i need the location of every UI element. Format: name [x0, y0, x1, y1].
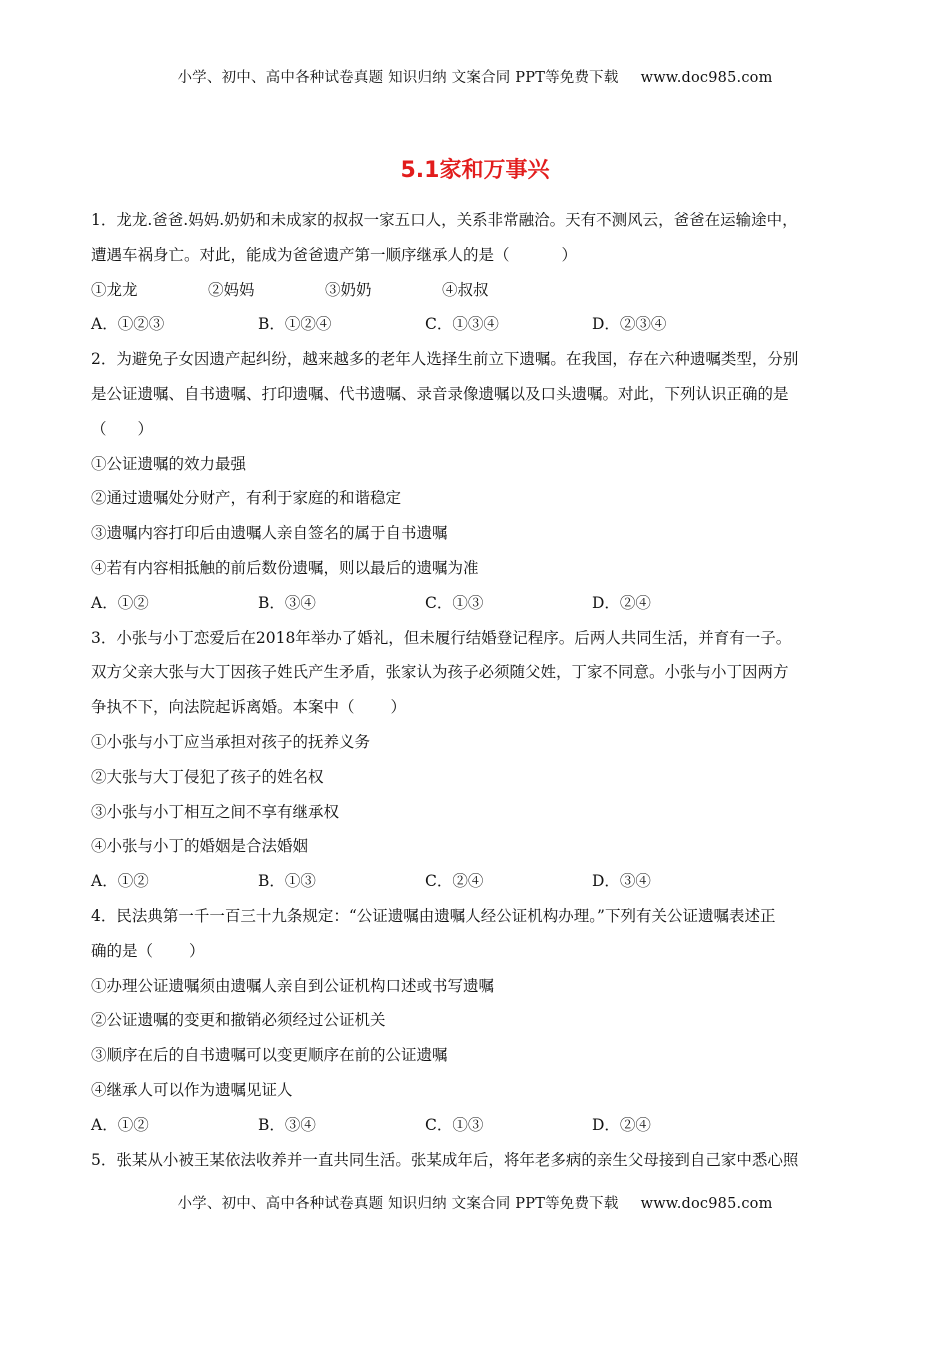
statement-item: ②妈妈 [208, 280, 255, 299]
answer-choices [91, 586, 861, 621]
choice-a: A．①② [91, 1115, 149, 1134]
question-3 [91, 621, 861, 899]
question-stem: 3．小张与小丁恋爱后在2018年举办了婚礼，但未履行结婚登记程序。后两人共同生活，并育有一子。 [91, 628, 792, 647]
statement-item: ②大张与大丁侵犯了孩子的姓名权 [91, 767, 324, 786]
question-stem: 1．龙龙.爸爸.妈妈.奶奶和未成家的叔叔一家五口人，关系非常融洽。天有不测风云，爸爸在运输途中， [91, 211, 798, 229]
statement-item: ③小张与小丁相互之间不享有继承权 [91, 802, 340, 821]
answer-choices [91, 1108, 861, 1143]
choice-d: D．②④ [592, 1115, 651, 1134]
footer-text: 小学、初中、高中各种试卷真题 知识归纳 文案合同 PPT等免费下载 [177, 1196, 619, 1212]
header-text: 小学、初中、高中各种试卷真题 知识归纳 文案合同 PPT等免费下载 [177, 70, 619, 86]
answer-choices [91, 864, 861, 899]
choice-d: D．②③④ [592, 315, 667, 334]
question-stem: 5．张某从小被王某依法收养并一直共同生活。张某成年后，将年老多病的亲生父母接到自己家中悉心照 [91, 1150, 799, 1169]
statement-item: ④继承人可以作为遗嘱见证人 [91, 1080, 293, 1099]
statement-item: ①龙龙 [91, 280, 138, 299]
question-stem: 2．为避免子女因遗产起纠纷，越来越多的老年人选择生前立下遗嘱。在我国，存在六种遗嘱类型，分别 [91, 350, 799, 369]
choice-d: D．③④ [592, 872, 651, 891]
question-stem: 确的是（ ） [91, 941, 205, 960]
header-site[interactable]: www.doc985.com [640, 70, 773, 86]
footer-site[interactable]: www.doc985.com [640, 1196, 773, 1212]
statement-item: ①办理公证遗嘱须由遗嘱人亲自到公证机构口述或书写遗嘱 [91, 976, 495, 995]
choice-c: C．②④ [425, 872, 484, 891]
page-footer [0, 1192, 950, 1213]
question-stem: 争执不下，向法院起诉离婚。本案中（ ） [91, 698, 407, 717]
question-stem: 遭遇车祸身亡。对此，能成为爸爸遗产第一顺序继承人的是（ ） [91, 245, 578, 264]
question-stem: 双方父亲大张与大丁因孩子姓氏产生矛盾，张家认为孩子必须随父姓，丁家不同意。小张与小丁因两方 [91, 663, 789, 682]
page-header [0, 66, 950, 87]
question-2 [91, 342, 861, 620]
question-4 [91, 899, 861, 1143]
choice-c: C．①③ [425, 1115, 484, 1134]
statement-item: ④若有内容相抵触的前后数份遗嘱，则以最后的遗嘱为准 [91, 558, 479, 577]
choice-c: C．①③④ [425, 315, 499, 334]
question-stem: 4．民法典第一千一百三十九条规定：“公证遗嘱由遗嘱人经公证机构办理。”下列有关公证遗嘱表述正 [91, 906, 776, 925]
statement-item: ①公证遗嘱的效力最强 [91, 454, 247, 473]
choice-b: B．①②④ [258, 315, 332, 334]
choice-a: A．①② [91, 593, 149, 612]
choice-b: B．③④ [258, 1115, 316, 1134]
statement-item: ②通过遗嘱处分财产，有利于家庭的和谐稳定 [91, 489, 402, 508]
statement-row [91, 273, 861, 308]
statement-item: ②公证遗嘱的变更和撤销必须经过公证机关 [91, 1011, 386, 1030]
question-5 [91, 1143, 861, 1178]
question-stem: 是公证遗嘱、自书遗嘱、打印遗嘱、代书遗嘱、录音录像遗嘱以及口头遗嘱。对此，下列认识正确的是 [91, 384, 789, 403]
choice-a: A．①②③ [91, 315, 165, 334]
statement-item: ③奶奶 [325, 280, 372, 299]
choice-b: B．①③ [258, 872, 316, 891]
question-1 [91, 203, 861, 342]
choice-b: B．③④ [258, 593, 316, 612]
choice-c: C．①③ [425, 593, 484, 612]
choice-d: D．②④ [592, 593, 651, 612]
statement-item: ④小张与小丁的婚姻是合法婚姻 [91, 837, 309, 856]
question-list [91, 203, 861, 1177]
page-title: 5.1家和万事兴 [400, 158, 550, 183]
statement-item: ③遗嘱内容打印后由遗嘱人亲自签名的属于自书遗嘱 [91, 524, 448, 543]
choice-a: A．①② [91, 872, 149, 891]
statement-item: ①小张与小丁应当承担对孩子的抚养义务 [91, 732, 371, 751]
answer-choices [91, 307, 861, 342]
question-stem: （ ） [91, 419, 154, 438]
statement-item: ④叔叔 [442, 280, 489, 299]
statement-item: ③顺序在后的自书遗嘱可以变更顺序在前的公证遗嘱 [91, 1046, 448, 1065]
